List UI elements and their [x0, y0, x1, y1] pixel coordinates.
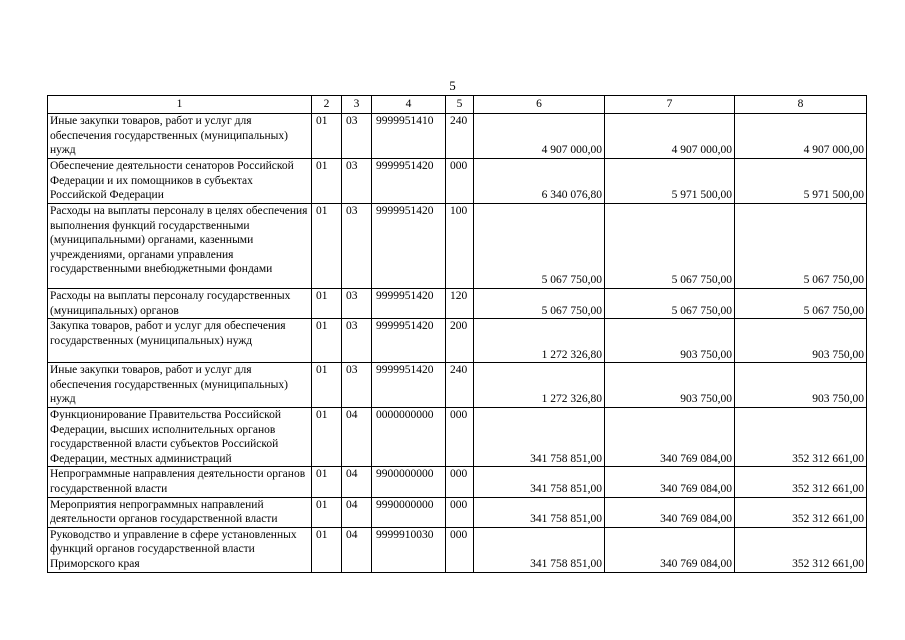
- column-header: 5: [446, 96, 474, 114]
- table-row: [48, 204, 867, 289]
- amount-col-7: 903 750,00: [605, 363, 735, 408]
- amount-col-6: 1 272 326,80: [474, 319, 605, 363]
- amount-col-7: 340 769 084,00: [605, 497, 735, 527]
- row-name: Иные закупки товаров, работ и услуг для обеспечения государственных (муниципальных) нужд: [48, 363, 312, 408]
- section-code: 01: [312, 319, 342, 363]
- section-code: 01: [312, 363, 342, 408]
- amount-col-7: 903 750,00: [605, 319, 735, 363]
- expense-type-code: 120: [446, 289, 474, 319]
- row-name: Расходы на выплаты персоналу в целях обеспечения выполнения функций государственными (муниципальными) органами, казенными учреждениями, органами управления государственными внебюджетными фондами: [48, 204, 312, 289]
- row-name: Непрограммные направления деятельности органов государственной власти: [48, 467, 312, 497]
- row-name: Руководство и управление в сфере установленных функций органов государственной власти Приморского края: [48, 527, 312, 572]
- section-code: 01: [312, 467, 342, 497]
- expense-type-code: 240: [446, 114, 474, 159]
- amount-col-6: 341 758 851,00: [474, 527, 605, 572]
- amount-col-8: 5 971 500,00: [735, 159, 867, 204]
- row-name: Обеспечение деятельности сенаторов Российской Федерации и их помощников в субъектах Российской Федерации: [48, 159, 312, 204]
- target-article-code: 9900000000: [372, 467, 446, 497]
- subsection-code: 04: [342, 527, 372, 572]
- table-row: [48, 527, 867, 572]
- table-row: [48, 289, 867, 319]
- amount-col-8: 352 312 661,00: [735, 467, 867, 497]
- table-row: [48, 467, 867, 497]
- column-header: 6: [474, 96, 605, 114]
- target-article-code: 9990000000: [372, 497, 446, 527]
- amount-col-8: 352 312 661,00: [735, 407, 867, 466]
- column-header: 1: [48, 96, 312, 114]
- expense-type-code: 200: [446, 319, 474, 363]
- column-header: 8: [735, 96, 867, 114]
- subsection-code: 03: [342, 363, 372, 408]
- row-name: Функционирование Правительства Российской Федерации, высших исполнительных органов государственной власти субъектов Российской Федерации, местных администраций: [48, 407, 312, 466]
- row-name: Расходы на выплаты персоналу государственных (муниципальных) органов: [48, 289, 312, 319]
- amount-col-8: 352 312 661,00: [735, 527, 867, 572]
- subsection-code: 03: [342, 159, 372, 204]
- header-row: [48, 96, 867, 114]
- subsection-code: 03: [342, 289, 372, 319]
- target-article-code: 9999951420: [372, 319, 446, 363]
- target-article-code: 9999951420: [372, 289, 446, 319]
- column-header: 7: [605, 96, 735, 114]
- amount-col-6: 6 340 076,80: [474, 159, 605, 204]
- subsection-code: 04: [342, 497, 372, 527]
- section-code: 01: [312, 407, 342, 466]
- table-row: [48, 363, 867, 408]
- row-name: Закупка товаров, работ и услуг для обеспечения государственных (муниципальных) нужд: [48, 319, 312, 363]
- section-code: 01: [312, 114, 342, 159]
- amount-col-7: 340 769 084,00: [605, 467, 735, 497]
- subsection-code: 03: [342, 114, 372, 159]
- amount-col-7: 340 769 084,00: [605, 527, 735, 572]
- expense-type-code: 000: [446, 497, 474, 527]
- target-article-code: 9999951420: [372, 159, 446, 204]
- amount-col-6: 341 758 851,00: [474, 467, 605, 497]
- amount-col-6: 341 758 851,00: [474, 497, 605, 527]
- amount-col-6: 4 907 000,00: [474, 114, 605, 159]
- table-body: [48, 114, 867, 573]
- target-article-code: 9999951410: [372, 114, 446, 159]
- page-number: 5: [449, 78, 456, 93]
- expense-type-code: 240: [446, 363, 474, 408]
- amount-col-8: 5 067 750,00: [735, 289, 867, 319]
- amount-col-7: 5 067 750,00: [605, 289, 735, 319]
- table-row: [48, 497, 867, 527]
- target-article-code: 0000000000: [372, 407, 446, 466]
- column-header: 4: [372, 96, 446, 114]
- amount-col-6: 5 067 750,00: [474, 204, 605, 289]
- expense-type-code: 000: [446, 159, 474, 204]
- subsection-code: 04: [342, 467, 372, 497]
- amount-col-6: 341 758 851,00: [474, 407, 605, 466]
- column-header: 2: [312, 96, 342, 114]
- table-row: [48, 114, 867, 159]
- section-code: 01: [312, 497, 342, 527]
- expense-type-code: 100: [446, 204, 474, 289]
- table-row: [48, 319, 867, 363]
- amount-col-8: 4 907 000,00: [735, 114, 867, 159]
- expense-type-code: 000: [446, 407, 474, 466]
- section-code: 01: [312, 289, 342, 319]
- amount-col-7: 5 971 500,00: [605, 159, 735, 204]
- amount-col-8: 352 312 661,00: [735, 497, 867, 527]
- table-header: [48, 96, 867, 114]
- section-code: 01: [312, 527, 342, 572]
- amount-col-7: 340 769 084,00: [605, 407, 735, 466]
- row-name: Иные закупки товаров, работ и услуг для обеспечения государственных (муниципальных) нужд: [48, 114, 312, 159]
- section-code: 01: [312, 204, 342, 289]
- amount-col-8: 5 067 750,00: [735, 204, 867, 289]
- amount-col-8: 903 750,00: [735, 363, 867, 408]
- target-article-code: 9999910030: [372, 527, 446, 572]
- amount-col-6: 1 272 326,80: [474, 363, 605, 408]
- subsection-code: 04: [342, 407, 372, 466]
- amount-col-6: 5 067 750,00: [474, 289, 605, 319]
- table-row: [48, 159, 867, 204]
- column-header: 3: [342, 96, 372, 114]
- row-name: Мероприятия непрограммных направлений деятельности органов государственной власти: [48, 497, 312, 527]
- table-row: [48, 407, 867, 466]
- subsection-code: 03: [342, 319, 372, 363]
- expense-type-code: 000: [446, 527, 474, 572]
- amount-col-8: 903 750,00: [735, 319, 867, 363]
- amount-col-7: 4 907 000,00: [605, 114, 735, 159]
- subsection-code: 03: [342, 204, 372, 289]
- target-article-code: 9999951420: [372, 204, 446, 289]
- budget-table: [47, 95, 867, 573]
- expense-type-code: 000: [446, 467, 474, 497]
- amount-col-7: 5 067 750,00: [605, 204, 735, 289]
- target-article-code: 9999951420: [372, 363, 446, 408]
- section-code: 01: [312, 159, 342, 204]
